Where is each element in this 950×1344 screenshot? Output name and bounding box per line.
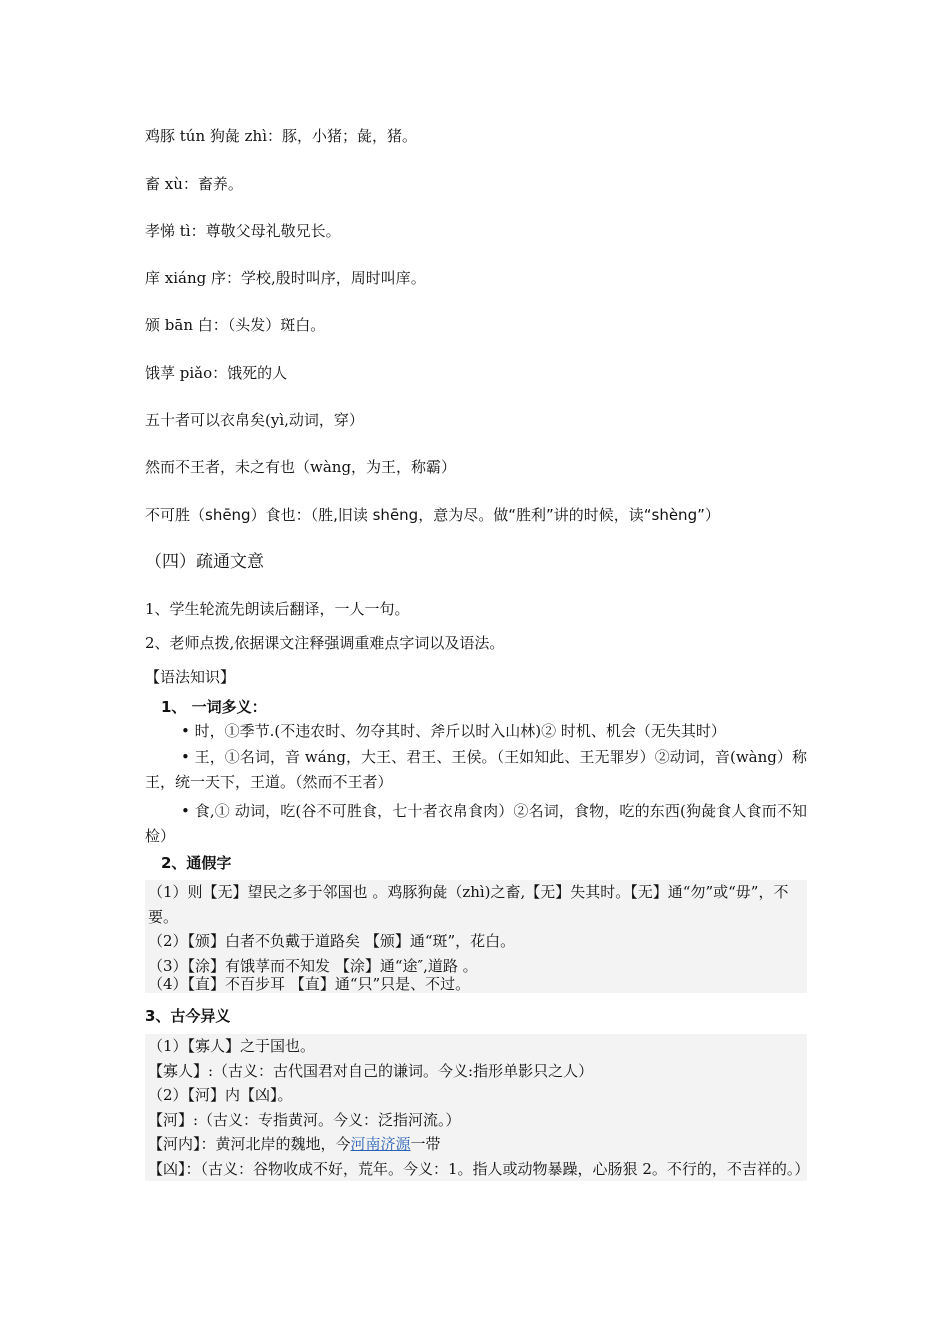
polysemy-item-wang: • 王，①名词，音 wáng，大王、君王、王侯。（王如知此、王无罪岁）②动词，音(wàng）称王，统一天下，王道。（然而不王者）: [145, 748, 807, 791]
gujin-line-henei: [145, 1132, 807, 1157]
gujin-line: （2）【河】内【凶】。: [148, 1086, 293, 1104]
tongjiazi-line: （1）则【无】望民之多于邻国也 。鸡豚狗彘（zhì)之畜,【无】失其时。【无】通“勿”或“毋”，不要。: [148, 883, 789, 926]
tongjiazi-line: （2）【颁】白者不负戴于道路矣 【颁】通“斑”，花白。: [148, 932, 516, 950]
gloss-wang: 然而不王者，未之有也（wàng，为王，称霸）: [145, 458, 457, 476]
gujin-line: 【凶】：（古义：谷物收成不好，荒年。今义：1。指人或动物暴躁，心肠狠 2。不行的，不吉祥的。）: [148, 1159, 810, 1178]
subheading-gujin: 3、古今异义: [145, 1007, 231, 1025]
section-heading: （四）疏通文意: [145, 552, 264, 572]
gloss-sheng: 不可胜（shēng）食也：（胜,旧读 shēng，意为尽。做“胜利”讲的时候，读“shèng”）: [145, 506, 720, 524]
gloss-epiao: 饿莩 piǎo：饿死的人: [145, 364, 288, 382]
tongjiazi-line: （3）【涂】有饿莩而不知发 【涂】通“途″,道路 。: [148, 956, 478, 975]
gloss-xiangxu: 庠 xiáng 序：学校,殷时叫序，周时叫庠。: [145, 269, 426, 287]
gujin-line: 【河】:（古义：专指黄河。今义：泛指河流。）: [148, 1110, 461, 1129]
subheading-polysemy: 1、 一词多义：: [161, 698, 267, 716]
tongjiazi-block: [145, 880, 807, 993]
gloss-jitun: 鸡豚 tún 狗彘 zhì：豚，小猪；彘，猪。: [145, 127, 418, 145]
paragraph-teacher-guide: 2、老师点拨,依据课文注释强调重难点字词以及语法。: [145, 634, 505, 652]
gujin-line: 【寡人】:（古义：古代国君对自己的谦词。今义:指形单影只之人）: [148, 1061, 594, 1080]
gujin-henei-tail: 一带: [410, 1135, 441, 1153]
tongjiazi-line: （4）【直】不百步耳 【直】通“只”只是、不过。: [148, 974, 471, 993]
gujin-block: [145, 1034, 810, 1181]
gloss-xiaoti: 孝悌 tì：尊敬父母礼敬兄长。: [145, 222, 341, 240]
gujin-henei-text: 【河内】：黄河北岸的魏地，今: [148, 1135, 351, 1153]
gloss-banbai: 颁 bān 白：（头发）斑白。: [145, 316, 326, 334]
gujin-line: （1）【寡人】之于国也。: [148, 1037, 316, 1055]
polysemy-item-shi-food: • 食,① 动词，吃(谷不可胜食，七十者衣帛食肉）②名词，食物，吃的东西(狗彘食人食而不知检）: [145, 802, 807, 845]
paragraph-read-translate: 1、学生轮流先朗读后翻译，一人一句。: [145, 600, 410, 618]
grammar-heading: 【语法知识】: [145, 668, 236, 686]
subheading-tongjiazi: 2、通假字: [161, 854, 232, 872]
henan-jiyuan-link[interactable]: 河南济源: [350, 1135, 411, 1153]
gloss-xu: 畜 xù：畜养。: [145, 175, 243, 193]
gloss-yibo: 五十者可以衣帛矣(yì,动词，穿）: [145, 411, 364, 429]
polysemy-item-shi: • 时，①季节.(不违农时、勿夺其时、斧斤以时入山林)② 时机、机会（无失其时）: [181, 722, 726, 740]
